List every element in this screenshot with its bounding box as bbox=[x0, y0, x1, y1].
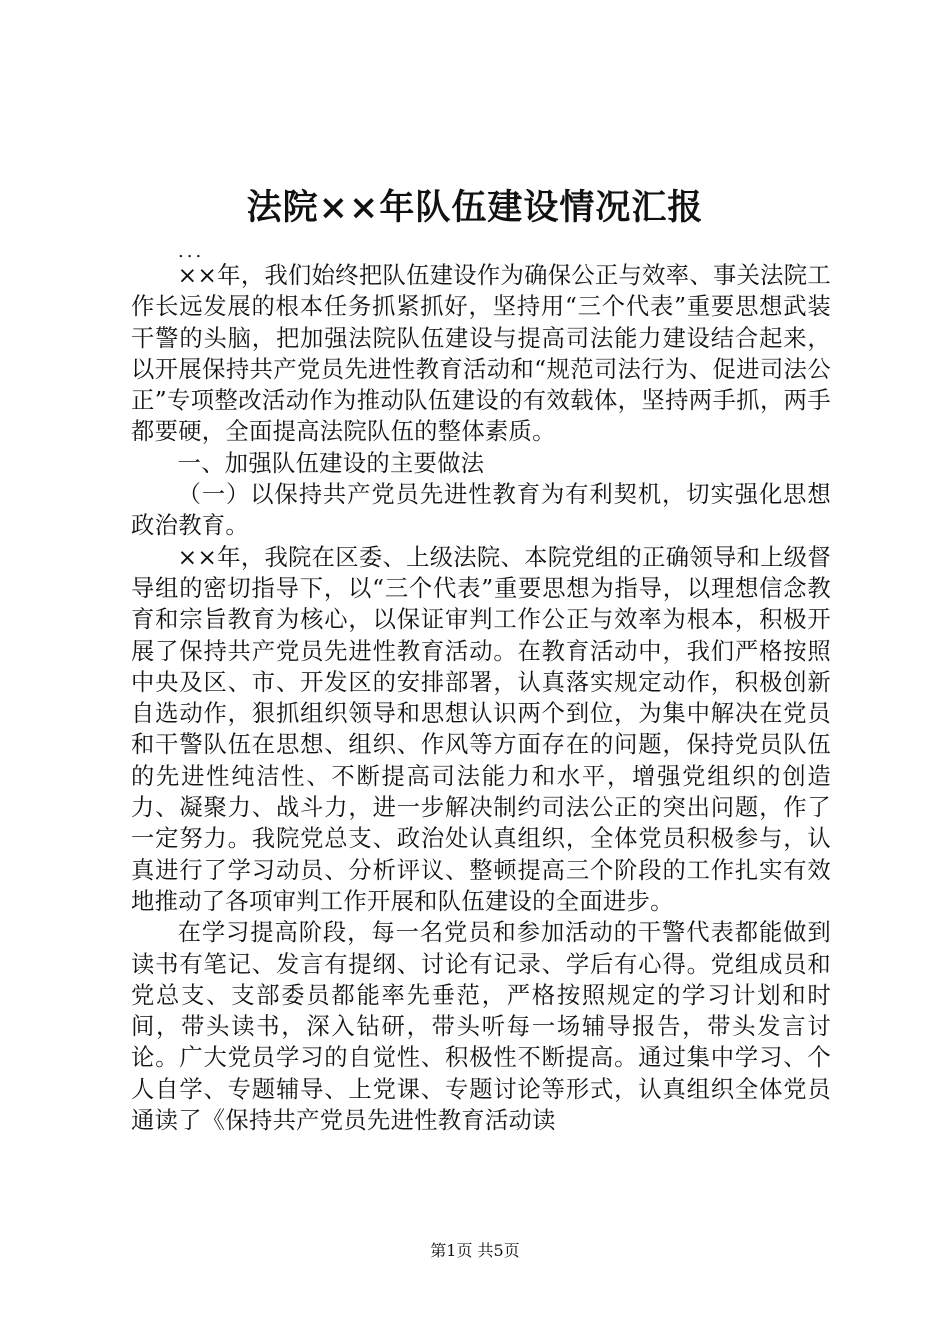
ellipsis-marker: ... bbox=[178, 241, 205, 262]
subsection-heading: （一）以保持共产党员先进性教育为有利契机，切实强化思想政治教育。 bbox=[131, 481, 831, 540]
document-body bbox=[131, 260, 831, 1136]
page-footer: 第1页 共5页 bbox=[430, 1241, 520, 1260]
document-title: 法院××年队伍建设情况汇报 bbox=[246, 187, 704, 228]
paragraph-education: ××年，我院在区委、上级法院、本院党组的正确领导和上级督导组的密切指导下，以“三个代表”重要思想为指导，以理想信念教育和宗旨教育为核心，以保证审判工作公正与效率为根本，积极开展了保持共产党员先进性教育活动。在教育活动中，我们严格按照中央及区、市、开发区的安排部署，认真落实规定动作，积极创新自选动作，狠抓组织领导和思想认识两个到位，为集中解决在党员和干警队伍在思想、组织、作风等方面存在的问题，保持党员队伍的先进性纯洁性、不断提高司法能力和水平，增强党组织的创造力、凝聚力、战斗力，进一步解决制约司法公正的突出问题，作了一定努力。我院党总支、政治处认真组织，全体党员积极参与，认真进行了学习动员、分析评议、整顿提高三个阶段的工作扎实有效地推动了各项审判工作开展和队伍建设的全面进步。 bbox=[131, 543, 831, 915]
section-heading: 一、加强队伍建设的主要做法 bbox=[177, 449, 485, 477]
paragraph-intro: ××年，我们始终把队伍建设作为确保公正与效率、事关法院工作长远发展的根本任务抓紧抓好，坚持用“三个代表”重要思想武装干警的头脑，把加强法院队伍建设与提高司法能力建设结合起来，以开展保持共产党员先进性教育活动和“规范司法行为、促进司法公正”专项整改活动作为推动队伍建设的有效载体，坚持两手抓，两手都要硬，全面提高法院队伍的整体素质。 bbox=[131, 262, 831, 446]
paragraph-study-phase: 在学习提高阶段，每一名党员和参加活动的干警代表都能做到读书有笔记、发言有提纲、讨论有记录、学后有心得。党组成员和党总支、支部委员都能率先垂范，严格按照规定的学习计划和时间，带头读书，深入钻研，带头听每一场辅导报告，带头发言讨论。广大党员学习的自觉性、积极性不断提高。通过集中学习、个人自学、专题辅导、上党课、专题讨论等形式，认真组织全体党员通读了《保持共产党员先进性教育活动读 bbox=[131, 919, 831, 1135]
